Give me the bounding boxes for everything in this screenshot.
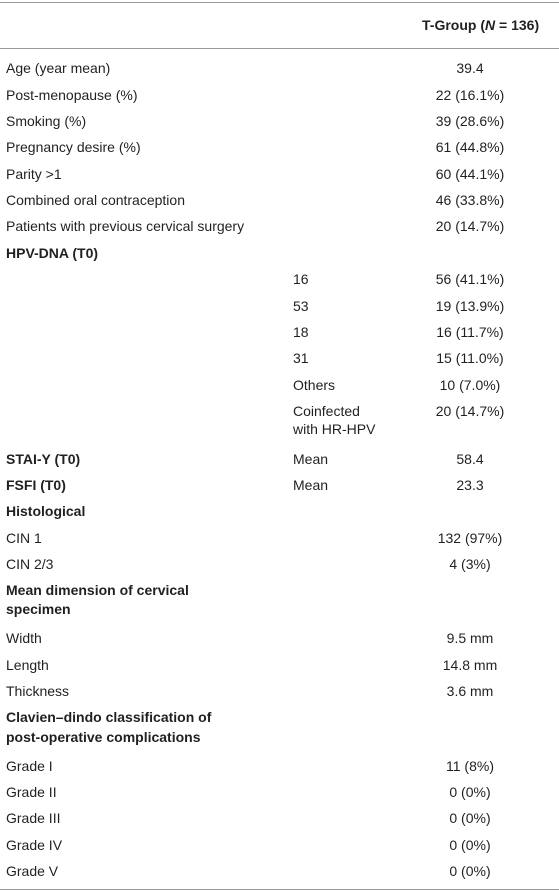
row-label: Width	[6, 630, 42, 646]
row-value: 19 (13.9%)	[435, 298, 505, 314]
section-title: Clavien–dindo classification of	[6, 709, 212, 725]
section-title: specimen	[6, 601, 71, 617]
header-n-value: = 136)	[495, 17, 540, 33]
row-label: Grade IV	[6, 837, 63, 853]
row-value: 0 (0%)	[449, 784, 491, 800]
row-value: 20 (14.7%)	[435, 218, 505, 234]
row-value: 22 (16.1%)	[435, 87, 505, 103]
row-label: Smoking (%)	[6, 113, 87, 129]
row-value: 0 (0%)	[449, 837, 491, 853]
header-group-label: T-Group (	[422, 17, 485, 33]
section-title: post-operative complications	[6, 729, 201, 745]
header-n-symbol: N	[485, 17, 496, 33]
row-label: Thickness	[6, 683, 70, 699]
row-value: 3.6 mm	[446, 683, 494, 699]
row-value: 14.8 mm	[442, 657, 498, 673]
row-sublabel: 53	[293, 298, 309, 314]
row-label: Parity >1	[6, 166, 62, 182]
row-label: Grade III	[6, 810, 61, 826]
row-value: 9.5 mm	[446, 630, 494, 646]
section-title: Mean dimension of cervical	[6, 582, 189, 598]
row-sublabel: 18	[293, 324, 309, 340]
row-value: 58.4	[456, 451, 484, 467]
section-title: FSFI (T0)	[6, 477, 66, 493]
row-value: 23.3	[456, 477, 484, 493]
row-sublabel: with HR-HPV	[293, 421, 376, 437]
section-title: Histological	[6, 503, 86, 519]
row-value: 46 (33.8%)	[435, 192, 505, 208]
row-sublabel: Coinfected	[293, 403, 360, 419]
row-value: 15 (11.0%)	[436, 350, 504, 366]
section-title: HPV-DNA (T0)	[6, 245, 99, 261]
row-label: Age (year mean)	[6, 60, 111, 76]
row-sublabel: 16	[293, 271, 309, 287]
row-sublabel: Mean	[293, 477, 329, 493]
row-label: CIN 1	[6, 530, 42, 546]
column-header	[422, 16, 539, 34]
row-label: Post-menopause (%)	[6, 87, 138, 103]
bottom-rule	[0, 889, 559, 890]
section-title: STAI-Y (T0)	[6, 451, 81, 467]
row-value: 0 (0%)	[449, 810, 491, 826]
row-value: 61 (44.8%)	[435, 139, 505, 155]
row-value: 132 (97%)	[437, 530, 503, 546]
row-value: 11 (8%)	[446, 758, 494, 774]
row-label: Pregnancy desire (%)	[6, 139, 141, 155]
row-label: Patients with previous cervical surgery	[6, 218, 245, 234]
row-value: 10 (7.0%)	[439, 377, 501, 393]
row-label: Length	[6, 657, 49, 673]
row-label: CIN 2/3	[6, 556, 54, 572]
row-value: 4 (3%)	[449, 556, 491, 572]
row-value: 60 (44.1%)	[435, 166, 505, 182]
row-label: Grade I	[6, 758, 53, 774]
row-value: 20 (14.7%)	[435, 403, 505, 419]
header-rule	[0, 48, 559, 49]
row-value: 56 (41.1%)	[435, 271, 505, 287]
row-sublabel: Others	[293, 377, 336, 393]
row-label: Grade V	[6, 863, 59, 879]
row-label: Grade II	[6, 784, 57, 800]
row-value: 39.4	[456, 60, 484, 76]
row-sublabel: Mean	[293, 451, 329, 467]
row-sublabel: 31	[293, 350, 309, 366]
top-rule	[0, 2, 559, 3]
row-value: 16 (11.7%)	[436, 324, 504, 340]
row-value: 39 (28.6%)	[435, 113, 505, 129]
row-label: Combined oral contraception	[6, 192, 185, 208]
row-value: 0 (0%)	[449, 863, 491, 879]
